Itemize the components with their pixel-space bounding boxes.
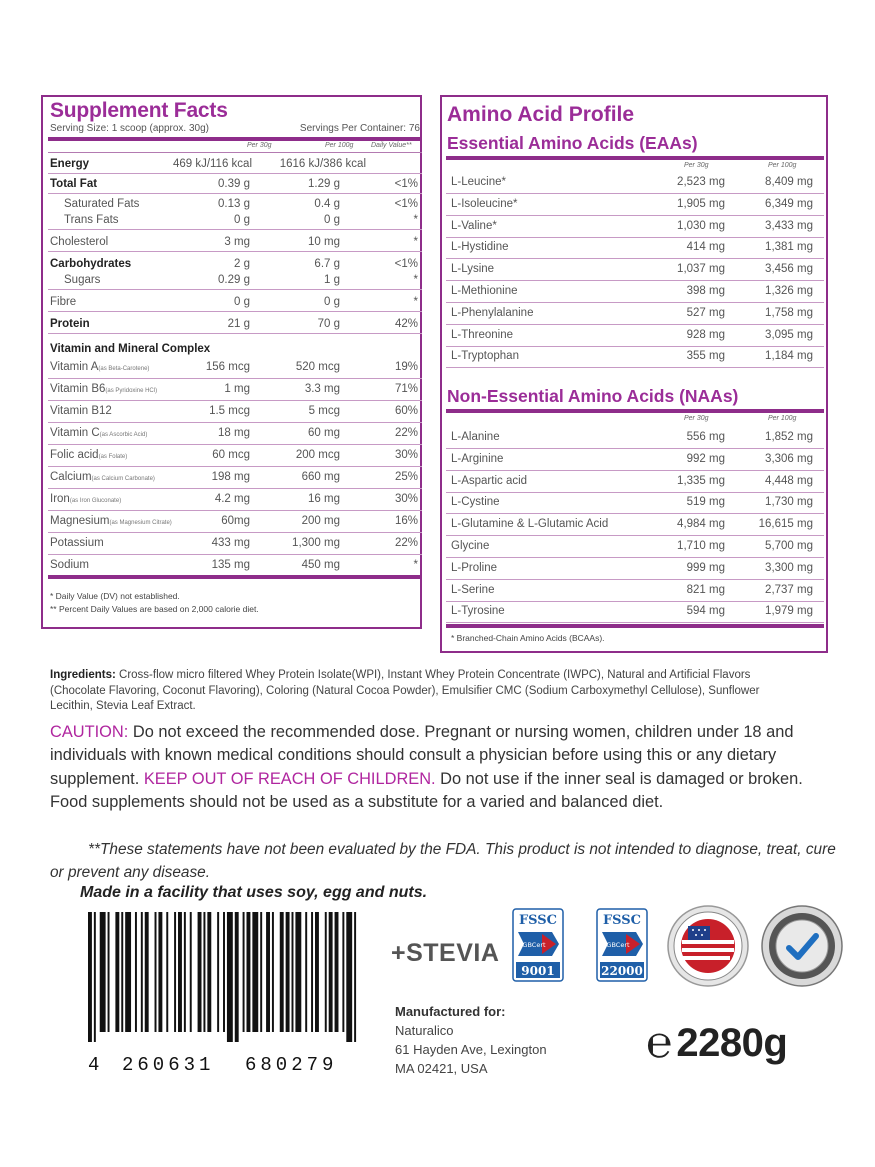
caution-text-1: Do not exceed the recommended dose. Pregnant or nursing women, children under 18 and individuals with known medical conditions should consult a physician before using this or any dietary supplement. <box>50 723 794 788</box>
value-per-30g: 4.2 mg <box>214 493 250 505</box>
row-divider <box>446 535 824 536</box>
manufactured-for-label: Manufactured for: <box>395 1004 506 1019</box>
row-divider <box>48 444 422 445</box>
value-per-100g: 0 g <box>324 214 340 226</box>
nutrient-source: (as Iron Gluconate) <box>69 498 122 504</box>
nutrient-name: Carbohydrates <box>50 258 132 270</box>
aa-col-header-per-30g: Per 30g <box>684 162 709 169</box>
amino-per-100g: 4,448 mg <box>765 474 813 487</box>
value-per-100g: 520 mcg <box>295 361 340 373</box>
barcode-bar <box>235 912 239 1042</box>
amino-name: L-Arginine <box>451 452 504 465</box>
amino-title: Amino Acid Profile <box>447 103 635 126</box>
daily-value: 22% <box>394 427 418 439</box>
nutrient-source: (as Folate) <box>98 454 128 460</box>
nutrient-name: Saturated Fats <box>64 198 140 210</box>
amino-per-100g: 3,095 mg <box>765 328 813 341</box>
facility-statement: Made in a facility that uses soy, egg and nuts. <box>80 884 428 901</box>
barcode-bar <box>145 912 149 1032</box>
manufacturer-block <box>395 1002 547 1078</box>
barcode-bar <box>121 912 123 1032</box>
caution-label: CAUTION: <box>50 723 129 741</box>
svg-text:GBCert: GBCert <box>606 941 630 949</box>
amino-name: L-Serine <box>451 583 495 596</box>
row-divider <box>48 251 422 252</box>
barcode-bar <box>166 912 168 1032</box>
made-in-usa-seal-icon <box>666 904 750 988</box>
value-per-100g: 5 mcg <box>308 405 340 417</box>
value-per-100g: 6.7 g <box>314 258 340 270</box>
svg-text:GBCert: GBCert <box>522 941 546 949</box>
row-divider <box>48 289 422 290</box>
row-divider <box>446 367 824 368</box>
amino-per-100g: 3,306 mg <box>765 452 813 465</box>
barcode-bar <box>243 912 245 1032</box>
naa-heading: Non-Essential Amino Acids (NAAs) <box>447 386 739 406</box>
amino-acid-panel <box>440 95 828 653</box>
ingredients-label: Ingredients: <box>50 669 116 681</box>
daily-value: <1% <box>394 198 418 210</box>
amino-per-30g: 355 mg <box>686 350 725 363</box>
daily-value: 25% <box>394 471 418 483</box>
amino-name: L-Aspartic acid <box>451 474 528 487</box>
daily-value: * <box>413 296 418 308</box>
barcode-bar <box>207 912 211 1032</box>
serving-size: Serving Size: 1 scoop (approx. 30g) <box>50 123 209 134</box>
barcode-bar <box>311 912 313 1032</box>
divider-thick <box>446 156 824 160</box>
barcode-bar <box>266 912 270 1032</box>
amino-name: L-Tyrosine <box>451 605 505 618</box>
row-divider <box>446 470 824 471</box>
row-divider <box>446 302 824 303</box>
value-per-30g: 0 g <box>234 296 250 308</box>
barcode-bar <box>260 912 262 1032</box>
nutrient-name: Protein <box>50 318 90 330</box>
amino-per-30g: 527 mg <box>686 306 725 319</box>
barcode-bar <box>305 912 307 1032</box>
row-divider <box>48 311 422 312</box>
amino-per-100g: 1,852 mg <box>765 431 813 443</box>
amino-per-30g: 1,905 mg <box>677 197 725 210</box>
amino-per-100g: 3,433 mg <box>765 219 813 232</box>
barcode-bar <box>174 912 176 1032</box>
daily-value: * <box>413 274 418 286</box>
amino-name: L-Glutamine & L-Glutamic Acid <box>451 518 609 531</box>
amino-per-30g: 519 mg <box>686 496 725 509</box>
daily-value: 22% <box>394 537 418 549</box>
svg-text:9001: 9001 <box>521 964 555 978</box>
nutrient-name: Calcium(as Calcium Carbonate) <box>50 471 155 483</box>
servings-per-container: Servings Per Container: 76 <box>299 123 420 134</box>
certified-checkmark-seal-icon <box>760 904 844 988</box>
barcode-bar <box>155 912 157 1032</box>
amino-name: L-Isoleucine* <box>451 197 518 210</box>
amino-per-100g: 5,700 mg <box>765 540 813 552</box>
barcode-bar <box>158 912 162 1032</box>
eaa-heading: Essential Amino Acids (EAAs) <box>447 133 698 153</box>
value-per-30g: 3 mg <box>224 236 250 248</box>
barcode-bar <box>280 912 284 1032</box>
nutrient-name: Fibre <box>50 296 77 308</box>
nutrient-source: (as Pyridoxine HCl) <box>105 388 158 394</box>
nutrient-name: Energy <box>50 158 89 170</box>
nutrient-name: Sugars <box>64 274 101 286</box>
barcode-bar <box>325 912 327 1032</box>
aa-col-header-per-100g: Per 100g <box>768 415 797 422</box>
amino-name: L-Valine* <box>451 219 497 232</box>
nutrient-name: Magnesium(as Magnesium Citrate) <box>50 515 172 527</box>
keep-out-of-reach: KEEP OUT OF REACH OF CHILDREN. <box>143 769 436 788</box>
amino-per-30g: 414 mg <box>686 241 725 254</box>
barcode-bar <box>203 912 205 1032</box>
row-divider <box>48 193 422 194</box>
amino-per-30g: 1,710 mg <box>677 540 725 552</box>
barcode-bar <box>141 912 143 1032</box>
nutrient-name: Trans Fats <box>64 214 119 226</box>
amino-per-100g: 8,409 mg <box>765 176 813 188</box>
row-divider <box>446 557 824 558</box>
value-per-30g: 60mg <box>221 515 250 527</box>
amino-name: L-Phenylalanine <box>451 306 534 319</box>
row-divider <box>48 510 422 511</box>
amino-name: L-Hystidine <box>451 241 509 254</box>
row-divider <box>446 280 824 281</box>
barcode-bar <box>252 912 258 1032</box>
value-per-30g: 60 mcg <box>212 449 250 461</box>
row-divider <box>48 173 422 174</box>
net-weight-value: 2280g <box>676 1020 788 1065</box>
value-per-100g: 1,300 mg <box>292 537 340 549</box>
row-divider <box>48 333 422 334</box>
value-per-100g: 200 mg <box>301 515 340 527</box>
daily-value: 71% <box>394 383 418 395</box>
svg-text:FSSC: FSSC <box>518 913 558 928</box>
nutrient-name: Vitamin B6(as Pyridoxine HCl) <box>50 383 158 395</box>
daily-value: 30% <box>394 493 418 505</box>
barcode-bar <box>184 912 186 1032</box>
value-per-30g: 198 mg <box>211 471 250 483</box>
nutrient-name: Vitamin B12 <box>50 405 112 417</box>
divider-thin <box>48 152 422 153</box>
daily-value: * <box>413 559 418 571</box>
ingredients-block <box>50 668 800 715</box>
fssc-9001-badge-icon <box>512 908 564 982</box>
manufacturer-name: Naturalico <box>395 1023 454 1038</box>
row-divider <box>446 215 824 216</box>
value-per-100g: 1.29 g <box>308 178 340 190</box>
row-divider <box>48 554 422 555</box>
barcode-bar <box>354 912 356 1042</box>
nutrient-name: Total Fat <box>50 178 98 190</box>
amino-name: Glycine <box>451 540 490 552</box>
barcode-digits <box>88 1054 360 1076</box>
nutrient-source: (as Magnesium Citrate) <box>109 520 172 526</box>
barcode-digits-left: 260631 <box>122 1054 215 1076</box>
amino-per-30g: 2,523 mg <box>677 176 725 188</box>
amino-per-30g: 1,335 mg <box>677 474 725 487</box>
amino-name: L-Lysine <box>451 263 495 276</box>
barcode-bar <box>125 912 131 1032</box>
value-per-100g: 200 mcg <box>295 449 340 461</box>
row-divider <box>446 492 824 493</box>
amino-per-30g: 4,984 mg <box>677 518 725 531</box>
divider-thick-bottom <box>48 575 422 579</box>
row-divider <box>446 324 824 325</box>
divider-thick <box>446 409 824 413</box>
value-per-100g: 1616 kJ/386 kcal <box>279 158 366 170</box>
value-per-100g: 16 mg <box>308 493 340 505</box>
row-divider <box>48 400 422 401</box>
barcode-bar <box>346 912 352 1042</box>
barcode-bar <box>108 912 110 1032</box>
barcode <box>88 912 360 1042</box>
amino-per-100g: 3,300 mg <box>765 561 813 574</box>
nutrient-name: Vitamin C(as Ascorbic Acid) <box>50 427 148 439</box>
daily-value: 60% <box>394 405 418 417</box>
aa-col-header-per-100g: Per 100g <box>768 162 797 169</box>
amino-name: L-Cystine <box>451 496 500 509</box>
barcode-bar <box>247 912 251 1032</box>
amino-name: L-Methionine <box>451 285 518 297</box>
row-divider <box>446 579 824 580</box>
value-per-100g: 660 mg <box>301 471 340 483</box>
row-divider <box>48 488 422 489</box>
value-per-100g: 3.3 mg <box>304 383 340 395</box>
nutrient-name: Potassium <box>50 537 104 549</box>
caution-block <box>50 721 840 815</box>
barcode-digits-right: 680279 <box>245 1054 338 1076</box>
daily-value: 19% <box>394 361 418 373</box>
barcode-bar <box>286 912 290 1032</box>
daily-value: <1% <box>394 258 418 270</box>
amino-name: L-Leucine* <box>451 176 506 188</box>
value-per-100g: 0 g <box>324 296 340 308</box>
value-per-30g: 0.39 g <box>218 178 250 190</box>
col-header-per-100g: Per 100g <box>325 142 354 149</box>
row-divider <box>48 378 422 379</box>
barcode-bar <box>178 912 182 1032</box>
value-per-30g: 0.13 g <box>218 198 250 210</box>
amino-per-30g: 992 mg <box>686 452 725 465</box>
row-divider <box>446 237 824 238</box>
value-per-30g: 1.5 mcg <box>209 405 250 417</box>
stevia-logo: +STEVIA <box>391 939 500 967</box>
row-divider <box>48 532 422 533</box>
svg-text:22000: 22000 <box>601 964 643 978</box>
barcode-digit-first: 4 <box>88 1054 100 1076</box>
barcode-bar <box>295 912 301 1032</box>
svg-text:FSSC: FSSC <box>602 913 642 928</box>
barcode-bar <box>292 912 294 1032</box>
amino-per-100g: 1,326 mg <box>765 285 813 297</box>
supplement-facts-title: Supplement Facts <box>50 99 228 122</box>
row-divider <box>446 601 824 602</box>
footnote-percent-dv: ** Percent Daily Values are based on 2,000 calorie diet. <box>50 604 259 614</box>
barcode-bar <box>217 912 219 1032</box>
supplement-facts-panel <box>41 95 422 629</box>
amino-per-100g: 1,381 mg <box>765 241 813 254</box>
daily-value: * <box>413 214 418 226</box>
nutrient-source: (as Calcium Carbonate) <box>91 476 155 482</box>
amino-per-100g: 2,737 mg <box>765 583 813 596</box>
amino-per-30g: 999 mg <box>686 561 725 574</box>
divider-thick <box>48 137 422 141</box>
value-per-30g: 0.29 g <box>218 274 250 286</box>
barcode-bar <box>335 912 339 1032</box>
nutrient-name: Folic acid(as Folate) <box>50 449 128 461</box>
value-per-30g: 433 mg <box>211 537 250 549</box>
value-per-100g: 70 g <box>317 318 340 330</box>
value-per-30g: 469 kJ/116 kcal <box>172 158 252 170</box>
barcode-bar <box>272 912 274 1032</box>
amino-name: L-Tryptophan <box>451 350 519 363</box>
amino-per-30g: 1,030 mg <box>677 219 725 232</box>
manufacturer-address-2: MA 02421, USA <box>395 1061 488 1076</box>
barcode-bar <box>100 912 106 1032</box>
amino-per-30g: 928 mg <box>686 328 725 341</box>
row-divider <box>48 422 422 423</box>
barcode-bar <box>223 912 225 1032</box>
amino-name: L-Threonine <box>451 328 514 341</box>
nutrient-name: Vitamin A(as Beta-Carotene) <box>50 361 150 373</box>
barcode-bar <box>315 912 319 1032</box>
daily-value: 30% <box>394 449 418 461</box>
value-per-30g: 2 g <box>234 258 250 270</box>
amino-per-30g: 398 mg <box>686 285 725 297</box>
amino-name: L-Alanine <box>451 431 500 443</box>
daily-value: 42% <box>394 318 418 330</box>
daily-value: <1% <box>394 178 418 190</box>
barcode-bar <box>342 912 344 1032</box>
value-per-30g: 135 mg <box>211 559 250 571</box>
caution-text-2: Do not use if the inner seal is damaged or broken. Food supplements should not be used as a substitute for a varied and balanced diet. <box>50 769 803 812</box>
nutrient-source: (as Beta-Carotene) <box>98 366 150 372</box>
col-header-dv: Daily Value** <box>371 142 412 149</box>
row-divider <box>446 513 824 514</box>
ingredients-text: Cross-flow micro filtered Whey Protein Isolate(WPI), Instant Whey Protein Concentrate (IWPC), Natural and Artificial Flavors (Chocolate Flavoring, Coconut Flavoring), Coloring (Natural Cocoa Powder), Emulsifier CMC (Sodium Carboxymethyl Cellulose), Sunflower Lecithin, Stevia Leaf Extract. <box>50 669 760 712</box>
nutrient-name: Cholesterol <box>50 236 109 248</box>
amino-per-100g: 6,349 mg <box>765 197 813 210</box>
bcaa-footnote: * Branched-Chain Amino Acids (BCAAs). <box>451 633 605 643</box>
aa-col-header-per-30g: Per 30g <box>684 415 709 422</box>
amino-per-100g: 3,456 mg <box>765 263 813 276</box>
value-per-100g: 10 mg <box>308 236 340 248</box>
row-divider <box>48 229 422 230</box>
amino-per-100g: 1,979 mg <box>765 605 813 618</box>
value-per-100g: 60 mg <box>308 427 340 439</box>
barcode-bar <box>88 912 92 1042</box>
daily-value: * <box>413 236 418 248</box>
value-per-30g: 21 g <box>227 318 250 330</box>
amino-per-30g: 556 mg <box>686 431 725 443</box>
barcode-bar <box>115 912 119 1032</box>
barcode-bar <box>94 912 96 1042</box>
fda-statement: **These statements have not been evaluated by the FDA. This product is not intended to diagnose, treat, cure or prevent any disease. <box>50 841 836 881</box>
amino-per-100g: 16,615 mg <box>758 518 813 531</box>
value-per-30g: 18 mg <box>218 427 250 439</box>
fssc-22000-badge-icon <box>596 908 648 982</box>
barcode-bar <box>227 912 233 1042</box>
amino-per-30g: 594 mg <box>686 605 725 618</box>
manufacturer-address-1: 61 Hayden Ave, Lexington <box>395 1042 547 1057</box>
daily-value: 16% <box>394 515 418 527</box>
value-per-30g: 0 g <box>234 214 250 226</box>
amino-per-30g: 821 mg <box>686 583 725 596</box>
divider-thick-bottom <box>446 624 824 628</box>
nutrient-source: (as Ascorbic Acid) <box>99 432 148 438</box>
value-per-30g: 156 mcg <box>205 361 250 373</box>
footnote-dv-not-established: * Daily Value (DV) not established. <box>50 591 180 601</box>
estimated-sign-icon: ℮ <box>646 1018 673 1067</box>
barcode-bar <box>190 912 192 1032</box>
amino-name: L-Proline <box>451 561 498 574</box>
amino-per-100g: 1,758 mg <box>765 306 813 319</box>
nutrient-name: Vitamin and Mineral Complex <box>50 343 211 355</box>
amino-per-100g: 1,184 mg <box>765 350 813 363</box>
amino-per-100g: 1,730 mg <box>765 496 813 509</box>
row-divider <box>446 193 824 194</box>
barcode-bar <box>198 912 202 1032</box>
nutrient-name: Sodium <box>50 559 89 571</box>
row-divider <box>446 258 824 259</box>
value-per-100g: 1 g <box>324 274 340 286</box>
serving-info <box>50 123 420 134</box>
nutrient-name: Iron(as Iron Gluconate) <box>50 493 122 505</box>
amino-per-30g: 1,037 mg <box>677 263 725 276</box>
row-divider <box>446 448 824 449</box>
col-header-per-30g: Per 30g <box>247 142 272 149</box>
value-per-100g: 0.4 g <box>314 198 340 210</box>
row-divider <box>446 346 824 347</box>
row-divider <box>48 466 422 467</box>
value-per-100g: 450 mg <box>301 559 340 571</box>
net-weight <box>646 1018 787 1068</box>
barcode-bar <box>329 912 333 1032</box>
value-per-30g: 1 mg <box>224 383 250 395</box>
barcode-bar <box>135 912 137 1032</box>
